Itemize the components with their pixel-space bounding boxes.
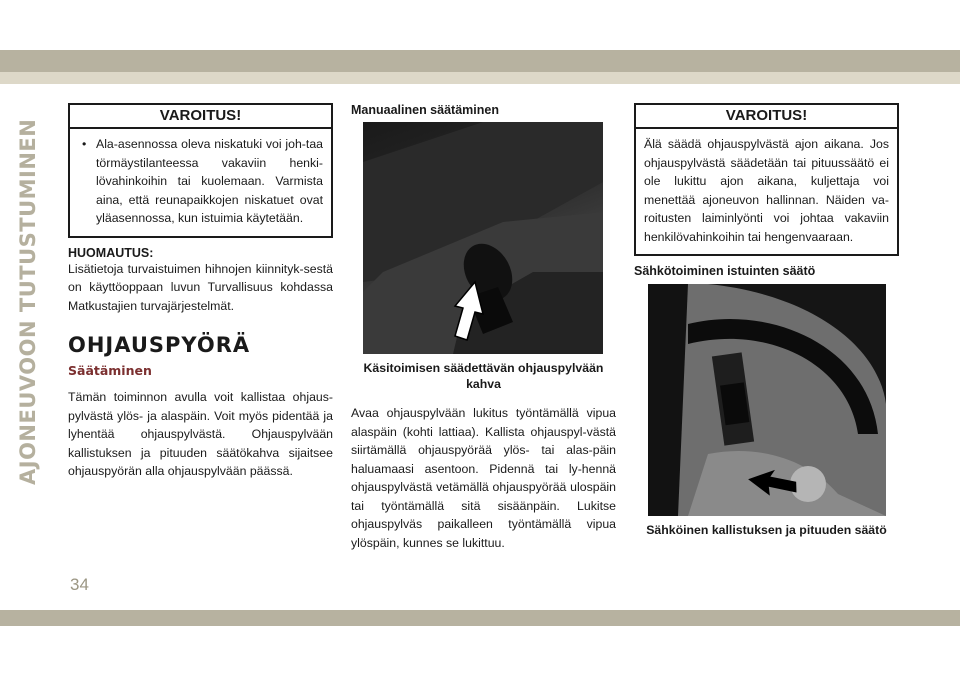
warning-title-2: VAROITUS! [636, 105, 897, 129]
photo-caption-2: Sähköinen kallistuksen ja pituuden säätö [646, 523, 887, 537]
warning-bullet-text: Ala-asennossa oleva niskatuki voi joh-taa törmäystilanteessa vakaviin henki-lövahinkoihin tai kuolemaan. Varmista aina, että reunapaikkojen niskatuet ovat yläasennossa, kun istuimia käytetään. [96, 137, 323, 225]
note-text: Lisätietoja turvaistuimen hihnojen kiinnityk-sestä on käyttöoppaan luvun Turvallisuus kohdassa Matkustajien turvajärjestelmät. [68, 261, 333, 313]
note-heading: HUOMAUTUS: [68, 245, 154, 260]
top-band-line [0, 50, 960, 72]
warning-body [70, 129, 331, 236]
lever-photo-drawing [363, 122, 603, 354]
top-band [0, 50, 960, 84]
section-title: OHJAUSPYÖRÄ [68, 333, 251, 357]
column-1 [68, 103, 333, 481]
page-number: 34 [70, 575, 89, 594]
bullet-icon: • [82, 137, 87, 151]
warning-bullet [78, 135, 323, 228]
section-body: Tämän toiminnon avulla voit kallistaa ohjaus-pylvästä ylös- ja alaspäin. Voit myös pidentää ja lyhentää ohjauspylvästä. Ohjauspylvään kallistuksen ja pituuden säätökahva sijaitsee ohjauspyörän alla ohjauspylvään päässä. [68, 390, 333, 478]
manual-adjust-title: Manuaalinen säätäminen [351, 103, 499, 117]
side-title-text: AJONEUVOON TUTUSTUMINEN [16, 118, 40, 485]
power-adjust-title: Sähkötoiminen istuinten säätö [634, 264, 816, 278]
subsection-title: Säätäminen [68, 363, 152, 378]
warning-title: VAROITUS! [70, 105, 331, 129]
column-3 [634, 103, 899, 538]
bottom-band [0, 610, 960, 626]
steering-column-lever-photo [363, 122, 603, 354]
manual-adjust-body: Avaa ohjauspylvään lukitus työntämällä vipua alaspäin (kohti lattiaa). Kallista ohjauspyl-västä siirtämällä ohjauspyörää ylös- tai alas-päin haluamaasi asentoon. Pidennä tai ly-hennä ohjauspylvästä vetämällä ohjauspyörää ulospäin tai työntämällä sitä sisäänpäin. Lukitse ohjauspylväs paikalleen työntämällä vipua ylöspäin, kunnes se lukittuu. [351, 406, 616, 550]
warning-text-2: Älä säädä ohjauspylvästä ajon aikana. Jos ohjauspylvästä säädetään tai pituussäätö ei ole lukittu ajon aikana, kuljettaja voi menettää ajoneuvon hallinnan. Näiden va-roitusten laiminlyönti voi johtaa vakaviin henkilövahinkoihin tai hengenvaaraan. [644, 137, 889, 244]
column-2 [351, 103, 616, 552]
power-photo-drawing [648, 284, 886, 516]
warning-box-2 [634, 103, 899, 256]
warning-box-1 [68, 103, 333, 238]
side-section-title [16, 100, 46, 500]
power-tilt-telescope-photo [648, 284, 886, 516]
photo-caption-1: Käsitoimisen säädettävän ohjauspylvään kahva [363, 361, 604, 391]
